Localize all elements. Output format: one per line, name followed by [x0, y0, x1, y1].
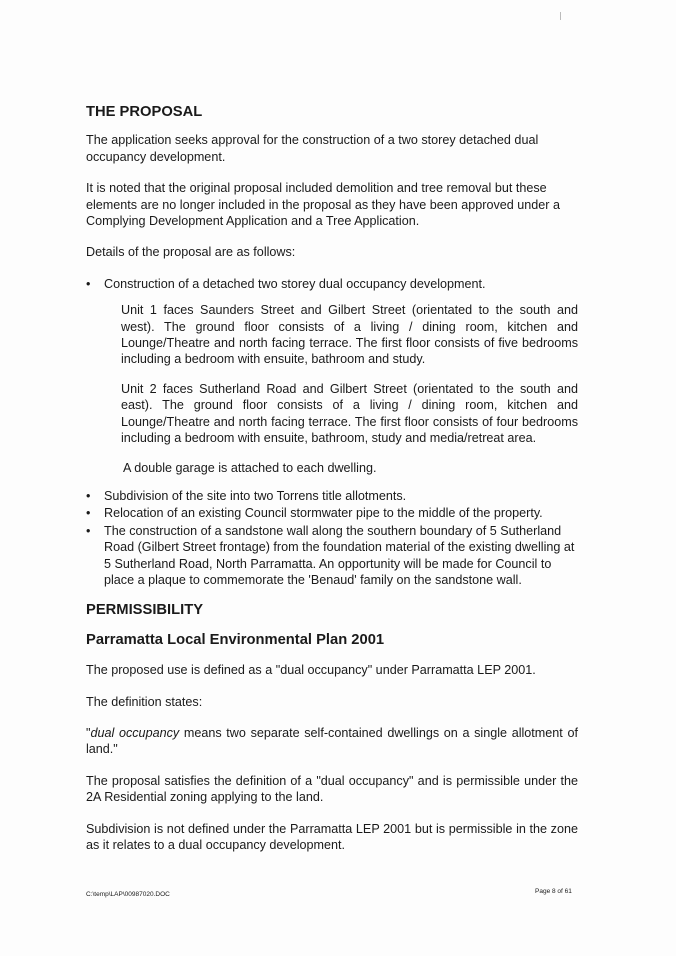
bullet-text: Construction of a detached two storey dual occupancy development. — [104, 276, 486, 291]
bullet-item-subdivision — [86, 488, 578, 504]
bullet-text: Relocation of an existing Council stormwater pipe to the middle of the property. — [104, 506, 543, 521]
bullet-text: Subdivision of the site into two Torrens title allotments. — [104, 488, 407, 503]
bullet-dot: • — [86, 506, 91, 521]
defined-term: dual occupancy — [90, 725, 180, 740]
unit-1-description: Unit 1 faces Saunders Street and Gilbert Street (orientated to the south and west). The ground floor consists of a living / dining room, kitchen and Lounge/Theatre and north facing terrace. The first floor consists of five bedrooms including a bedroom with ensuite, bathroom and study. — [121, 303, 578, 367]
bullet-item-stormwater — [86, 505, 578, 521]
paragraph-demolition-note: It is noted that the original proposal included demolition and tree removal but these elements are no longer included in the proposal as they have been approved under a Complying Development Application and a Tree Application. — [86, 181, 560, 229]
permissibility-heading: PERMISSIBILITY — [86, 602, 204, 619]
lep-heading: Parramatta Local Environmental Plan 2001 — [86, 631, 385, 648]
bullet-item-sandstone-wall — [86, 523, 578, 589]
quote-open: " — [86, 725, 91, 740]
footer-file-path: C:\temp\LAP\00987020.DOC — [86, 891, 170, 898]
footer-page-number: Page 8 of 61 — [535, 888, 572, 895]
paragraph-satisfies: The proposal satisfies the definition of a "dual occupancy" and is permissible under the 2A Residential zoning applying to the land. — [86, 773, 578, 805]
paragraph-definition-states: The definition states: — [86, 694, 203, 709]
paragraph-subdivision: Subdivision is not defined under the Parramatta LEP 2001 but is permissible in the zone as it relates to a dual occupancy development. — [86, 821, 578, 852]
unit-2-description: Unit 2 faces Sutherland Road and Gilbert Street (orientated to the south and east). The ground floor consists of a living / dining room, kitchen and Lounge/Theatre and north facing terrace. The first floor consists of four bedrooms including a bedroom with ensuite, bathroom, study and media/retreat area. — [121, 381, 578, 446]
document-body — [86, 104, 578, 868]
paragraph-use-definition: The proposed use is defined as a "dual occupancy" under Parramatta LEP 2001. — [86, 663, 536, 678]
bullet-item-construction — [86, 276, 578, 292]
paragraph-application: The application seeks approval for the construction of a two storey detached dual occupancy development. — [86, 133, 539, 164]
definition-text: means two separate self-contained dwellings on a single allotment of land." — [86, 725, 578, 757]
garage-description: A double garage is attached to each dwelling. — [123, 460, 377, 475]
bullet-dot: • — [86, 488, 91, 503]
paragraph-definition-quote — [86, 725, 578, 758]
proposal-heading: THE PROPOSAL — [86, 104, 203, 120]
bullet-list — [86, 488, 578, 588]
bullet-dot: • — [86, 276, 91, 291]
bullet-text: The construction of a sandstone wall along the southern boundary of 5 Sutherland Road (Gilbert Street frontage) from the foundation material of the existing dwelling at 5 Sutherland Road, North Parramatta. An opportunity will be made for Council to place a plaque to commemorate the 'Benaud' family on the sandstone wall. — [104, 523, 575, 587]
bullet-dot: • — [86, 523, 91, 538]
scan-mark — [560, 12, 561, 20]
paragraph-details-intro: Details of the proposal are as follows: — [86, 245, 296, 260]
